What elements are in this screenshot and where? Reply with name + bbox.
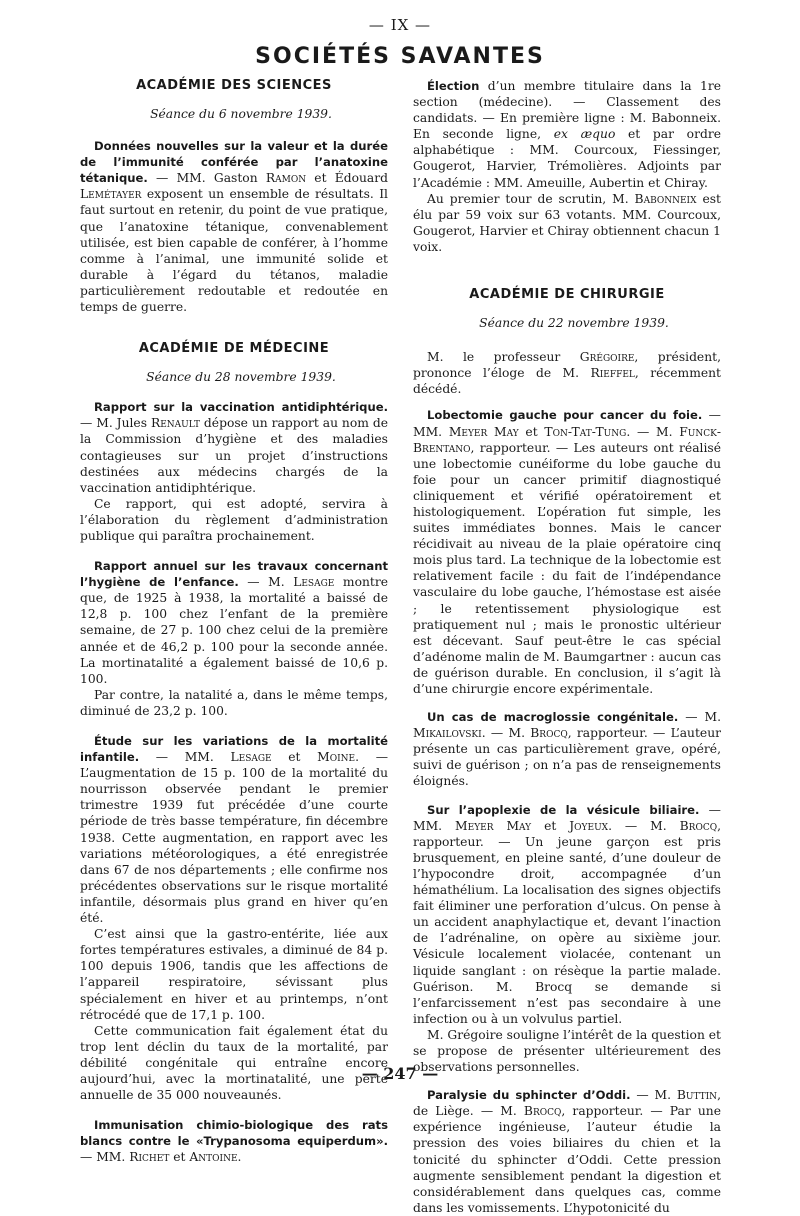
author-name: Grégoire [579, 350, 635, 365]
page-number: — 247 — [361, 1064, 439, 1083]
article-paragraph: C’est ainsi que la gastro-entérite, liée aux fortes températures estivales, a diminué de 84 p. 100 depuis 1906, tandis que les affections de l’appareil respiratoire, sévissant plus spécialement en hiver et au printemps, n’ont rétrocédé que de 17,1 p. 100. [80, 927, 388, 1022]
article-lead: Immunisation chimio-biologique des rats blancs contre le «Trypanosoma equiperdum». [80, 1118, 388, 1149]
article-paragraph: Au premier tour de scrutin, M. Babonneix est élu par 59 voix sur 63 votants. MM. Courcoux, Gougerot, Harvier et Chiray obtiennent chacun 1 voix. [413, 191, 721, 254]
masthead-title: SOCIÉTÉS SAVANTES [255, 44, 545, 69]
article-eloge: M. le professeur Grégoire, président, prononce l’éloge de M. Rieffel, récemment décédé. [413, 350, 721, 397]
article-lead: Élection [427, 79, 480, 93]
article-lead: Sur l’apoplexie de la vésicule biliaire. [427, 802, 700, 817]
author-name: Ramon [265, 171, 307, 186]
article-anatoxine: Données nouvelles sur la valeur et la durée de l’immunité conférée par l’anatoxine tétanique. — MM. Gaston Ramon et Édouard Lemétayer exposent un ensemble de résultats. Il faut surtout en retenir, du point de vue pratique, que l’anatoxine tétanique, convenablement utilisée, est bien capable de conférer, à l’homme comme à l’animal, une immunité solide et durable à l’égard du tétanos, maladie particulièrement redoutable et redoutée en temps de guerre. [80, 139, 388, 315]
author-name: Brocq [523, 1104, 562, 1119]
author-name: Brocq [530, 726, 568, 741]
author-name: Ton-Tat-Tung [544, 424, 627, 439]
section-heading-sciences: ACADÉMIE DES SCIENCES [136, 78, 332, 93]
author-name: Renault [150, 416, 200, 431]
author-name: Brocq [679, 818, 718, 833]
article-lobectomie: Lobectomie gauche pour cancer du foie. — MM. Meyer May et Ton-Tat-Tung. — M. Funck-Brentano, rapporteur. — Les auteurs ont réalisé une lobectomie cunéiforme du lobe gauche du foie pour un cancer primitif diagnostiqué cliniquement et vérifié opératoirement et histologiquement. L’opération fut simple, les suites immédiates bonnes. Mais le cancer récidivait au niveau de la plaie opératoire cinq mois plus tard. La technique de la lobectomie est relativement facile : du fait de l’indépendance vasculaire du lobe gauche, l’hémostase est aisée ; le retentissement physiologique est pratiquement nul ; mais le pronostic ultérieur est décevant. Sauf peut-être le cas spécial d’adénome malin de M. Baumgartner : aucun cas de guérison durable. En conclusion, il s’agit là d’une chirurgie encore expérimentale. [413, 408, 722, 696]
article-lead: Étude sur les variations de la mortalité infantile. [80, 734, 388, 765]
author-name: Rieffel [590, 366, 635, 381]
page-roman-numeral: — IX — [368, 16, 432, 34]
section-heading-medecine: ACADÉMIE DE MÉDECINE [138, 341, 330, 357]
article-paragraph: Par contre, la natalité a, dans le même temps, diminué de 23,2 p. 100. [80, 687, 388, 718]
author-name: Meyer May [455, 818, 532, 833]
author-name: Mikailovski [413, 726, 482, 741]
author-name: Lesage [230, 750, 272, 765]
author-name: Joyeux [569, 818, 609, 833]
author-name: Moine [317, 750, 356, 765]
article-lead: Données nouvelles sur la valeur et la durée de l’immunité conférée par l’anatoxine tétanique. [80, 139, 388, 186]
section-heading-chirurgie: ACADÉMIE DE CHIRURGIE [469, 287, 665, 303]
article-lead: Rapport sur la vaccination antidiphtérique. [94, 400, 388, 415]
left-column [80, 78, 388, 1165]
author-name: Lemétayer [80, 187, 142, 202]
article-hygiene-enfance: Rapport annuel sur les travaux concernant l’hygiène de l’enfance. — M. Lesage montre que, de 1925 à 1938, la mortalité a baissé de 12,8 p. 100 chez l’enfant de la première semaine, de 27 p. 100 chez celui de la première année et de 46,2 p. 100 pour la seconde année. La mortinatalité a également baissé de 10,6 p. 100. [80, 559, 388, 686]
author-name: Meyer May [448, 424, 519, 439]
seance-date-sciences: Séance du 6 novembre 1939. [150, 107, 332, 121]
author-name: Lesage [293, 575, 335, 590]
author-name: Antoine [189, 1150, 238, 1165]
author-name: Richet [129, 1150, 170, 1165]
article-lead: Rapport annuel sur les travaux concernant l’hygiène de l’enfance. [80, 559, 388, 590]
article-paragraph: Ce rapport, qui est adopté, servira à l’élaboration du règlement d’administration publique qui paraîtra prochainement. [80, 496, 388, 543]
article-apoplexie-vesicule: Sur l’apoplexie de la vésicule biliaire. — MM. Meyer May et Joyeux. — M. Brocq, rapporteur. — Un jeune garçon est pris brusquement, en pleine santé, d’une douleur de l’hypocondre droit, accompagnée d’un hémathélium. La localisation des signes objectifs fait éliminer une perforation d’ulcus. On pense à un accident anaphylactique et, devant l’inaction de l’adrénaline, on opère au sixième jour. Vésicule localement violacée, contenant un liquide sanglant : on résèque la partie malade. Guérison. M. Brocq se demande si l’enfarcissement n’est pas secondaire à une infection ou à un volvulus partiel. [413, 802, 722, 1026]
article-lead: Un cas de macroglossie congénitale. [427, 710, 679, 725]
article-paragraph: Cette communication fait également état du trop lent déclin du taux de la mortalité, par débilité congénitale qui entraîne encore aujourd’hui, avec la mortinatalité, une perte annuelle de 35 000 nouveaunés. [80, 1023, 388, 1103]
article-lead: Paralysie du sphincter d’Oddi. [427, 1088, 631, 1103]
article-trypanosoma: Immunisation chimio-biologique des rats blancs contre le «Trypanosoma equiperdum». — MM. Richet et Antoine. [80, 1118, 388, 1165]
article-mortalite-infantile: Étude sur les variations de la mortalité infantile. — MM. Lesage et Moine. — L’augmentation de 15 p. 100 de la mortalité du nourrisson observée pendant le premier trimestre 1939 fut précédée d’une courte période de très basse température, fin décembre 1938. Cette augmentation, en rapport avec les variations météorologiques, a été enregistrée dans 67 de nos départements ; elle confirme nos précédentes observations sur le risque mortalité infantile, désormais plus grand en hiver qu’en été. [80, 734, 388, 926]
article-macroglossie: Un cas de macroglossie congénitale. — M. Mikailovski. — M. Brocq, rapporteur. — L’auteur présente un cas particulièrement grave, opéré, suivi de guérison ; on n’a pas de renseignements éloignés. [413, 710, 721, 789]
latin-term: ex æquo [553, 127, 616, 142]
article-election: Élection d’un membre titulaire dans la 1re section (médecine). — Classement des candidats. — En première ligne : M. Babonneix. En seconde ligne, ex æquo et par ordre alphabétique : MM. Courcoux, Fiessinger, Gougerot, Harvier, Trémolières. Adjoints par l’Académie : MM. Ameuille, Aubertin et Chiray. [413, 79, 721, 190]
seance-date-medecine: Séance du 28 novembre 1939. [146, 370, 336, 385]
article-vaccination: Rapport sur la vaccination antidiphtérique. — M. Jules Renault dépose un rapport au nom de la Commission d’hygiène et des maladies contagieuses sur un projet d’instructions destinées aux médecins chargés de la vaccination antidiphtérique. [80, 400, 388, 495]
article-sphincter-oddi: Paralysie du sphincter d’Oddi. — M. Buttin, de Liège. — M. Brocq, rapporteur. — Par une expérience ingénieuse, l’auteur étudie la pression des voies biliaires du chien et la tonicité du sphincter d’Oddi. Cette pression augmente sensiblement pendant la digestion et considérablement dans quelques cas, comme dans les vomissements. L’hypotonicité du [413, 1088, 721, 1215]
article-paragraph: M. Grégoire souligne l’intérêt de la question et se propose de présenter ultérieurement des observations personnelles. [413, 1027, 721, 1075]
article-lead: Lobectomie gauche pour cancer du foie. [427, 408, 703, 423]
right-column [413, 78, 721, 1216]
author-name: Buttin [676, 1088, 718, 1103]
seance-date-chirurgie: Séance du 22 novembre 1939. [479, 316, 669, 331]
author-name: Babonneix [634, 191, 697, 206]
author-name: Funck-Brentano [413, 424, 721, 455]
